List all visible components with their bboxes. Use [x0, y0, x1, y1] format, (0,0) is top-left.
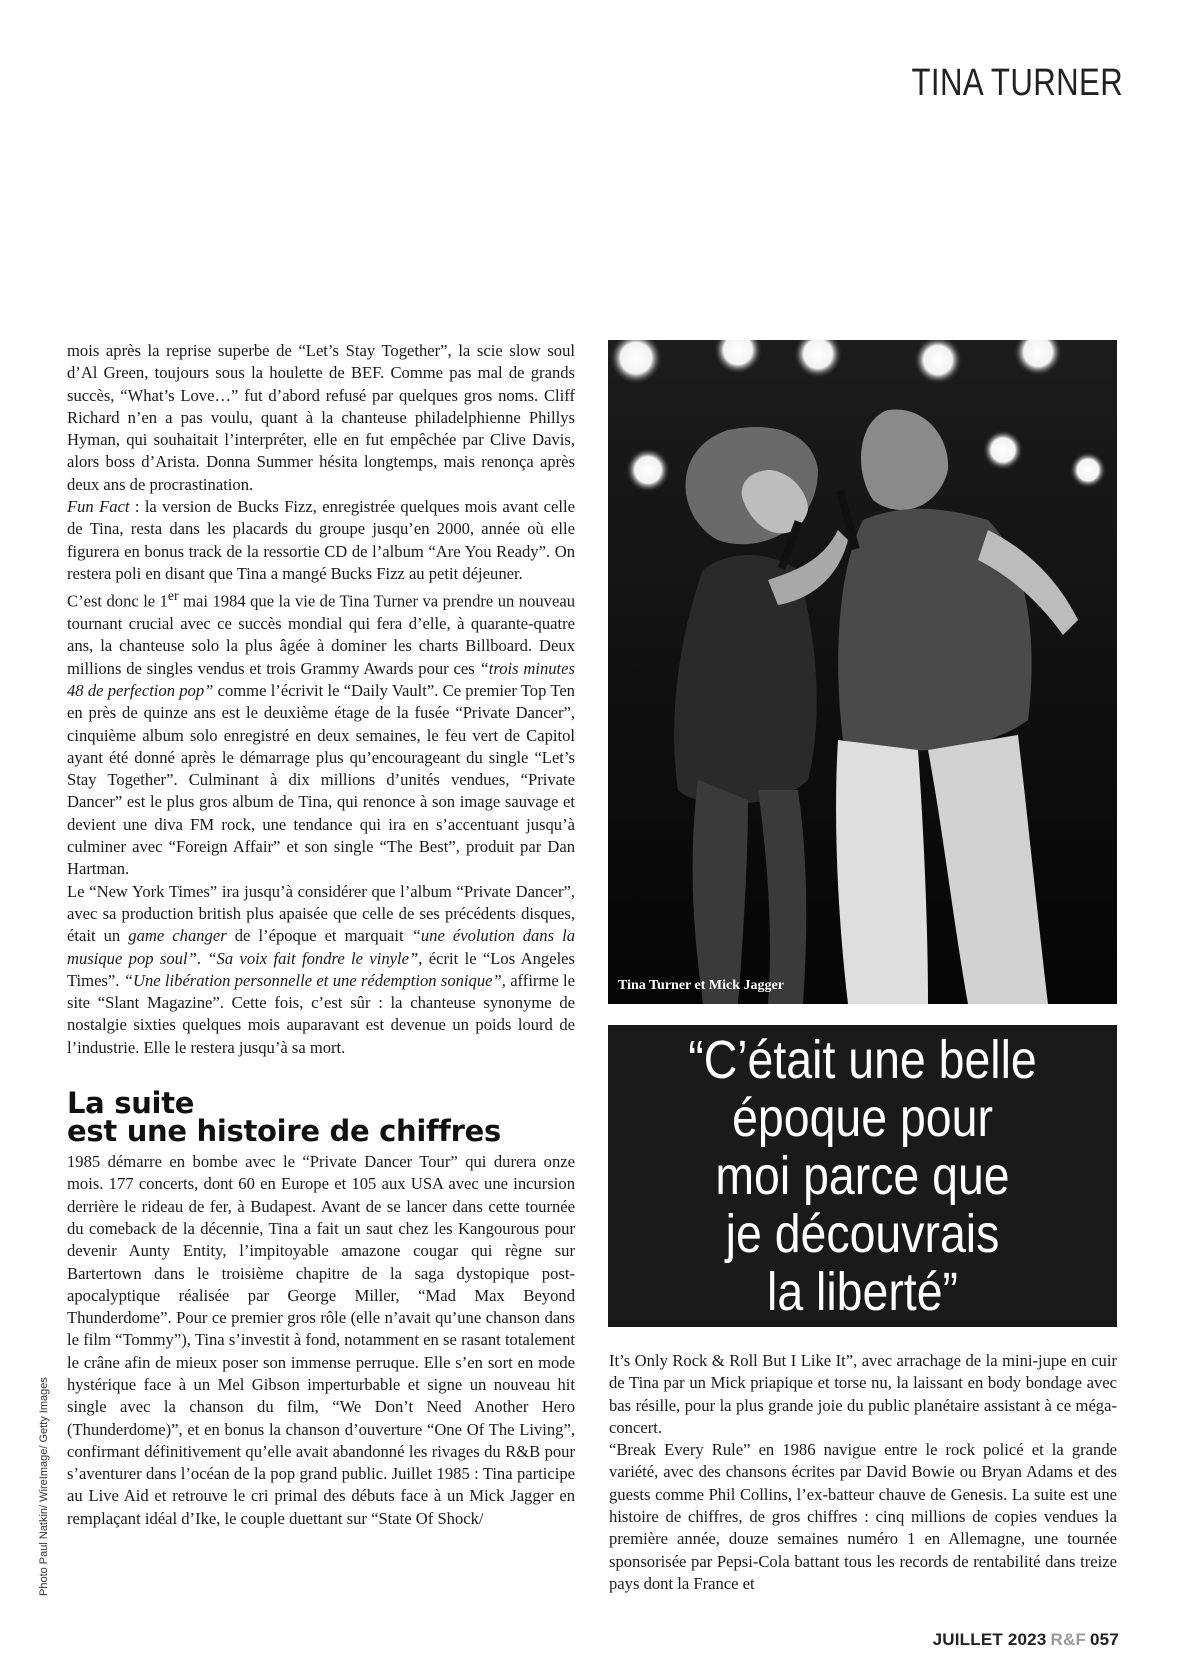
- page-footer: [933, 1630, 1119, 1650]
- issue-date: JUILLET 2023: [932, 1630, 1047, 1649]
- article-left-column: [67, 340, 575, 1530]
- paragraph-3: C’est donc le 1er mai 1984 que la vie de Tina Turner va prendre un nouveau tournant crucial avec ce succès mondial qui fera d’elle, à quarante-quatre ans, la chanteuse solo la plus âgée à dominer les charts Billboard. Deux millions de singles vendus et trois Grammy Awards pour ces “trois minutes 48 de perfection pop” comme l’écrivit le “Daily Vault”. Ce premier Top Ten en près de quinze ans est le deuxième étage de la fusée “Private Dancer”, cinquième album solo enregistré en deux semaines, le feu vert de Capitol ayant été donné après le démarrage plus qu’encourageant du single “Let’s Stay Together”. Culminant à dix millions d’unités vendues, “Private Dancer” est le plus gros album de Tina, qui renonce à son image sauvage et devient une diva FM rock, une tendance qui ira en s’accentuant jusqu’à culminer avec “Foreign Affair” et son single “The Best”, produit par Dan Hartman.: [67, 588, 575, 879]
- paragraph-4: Le “New York Times” ira jusqu’à considérer que l’album “Private Dancer”, avec sa production british plus apaisée que celle de ses précédents disques, était un game changer de l’époque et marquait “une évolution dans la musique pop soul”. “Sa voix fait fondre le vinyle”, écrit le “Los Angeles Times”. “Une libération personnelle et une rédemption sonique”, affirme le site “Slant Magazine”. Cette fois, c’est sûr : la chanteuse synonyme de nostalgie sixties quelques mois auparavant est devenue un poids lourd de l’industrie. Elle le restera jusqu’à sa mort.: [67, 881, 576, 1057]
- photo-caption: Tina Turner et Mick Jagger: [618, 978, 784, 993]
- paragraph-2: Fun Fact : la version de Bucks Fizz, enregistrée quelques mois avant celle de Tina, resta dans les placards du groupe jusqu’en 2000, année où elle figurera en bonus track de la ressortie CD de l’album “Are You Ready”. On restera poli en disant que Tina a mangé Bucks Fizz au petit déjeuner.: [67, 497, 575, 583]
- right-paragraph-1: It’s Only Rock & Roll But I Like It”, avec arrachage de la mini-jupe en cuir de Tina par un Mick priapique et torse nu, la laissant en body bondage avec bas résille, pour la plus grande joie du public planétaire assistant à ce méga-concert.: [609, 1351, 1117, 1437]
- photo-credit: Photo Paul Natkin/ WireImage/ Getty Images: [38, 1377, 50, 1596]
- page-number: 057: [1090, 1630, 1119, 1649]
- concert-photo-illustration: [608, 340, 1117, 1004]
- right-paragraph-2: “Break Every Rule” en 1986 navigue entre le rock policé et la grande variété, avec des chansons écrites par David Bowie ou Bryan Adams et des guests comme Phil Collins, l’ex-batteur chauve de Genesis. La suite est une histoire de chiffres, de gros chiffres : cinq millions de copies vendues la première année, douze semaines numéro 1 en Allemagne, une tournée sponsorisée par Pepsi-Cola battant tous les records de rentabilité dans treize pays dont la France et: [609, 1440, 1117, 1593]
- paragraph-5: 1985 démarre en bombe avec le “Private Dancer Tour” qui durera onze mois. 177 concerts, dont 60 en Europe et 105 aux USA avec une incursion derrière le rideau de fer, à Budapest. Avant de se lancer dans cette tournée du comeback de la décennie, Tina a fait un saut chez les Kangourous pour devenir Aunty Entity, l’impitoyable amazone cougar qui règne sur Bartertown dans le troisième chapitre de la saga dystopique post-apocalyptique réalisée par George Miller, “Mad Max Beyond Thunderdome”. Pour ce premier gros rôle (elle n’avait qu’une chanson dans le film “Tommy”), Tina s’investit à fond, notamment en se rasant totalement le crâne afin de mieux poser son immense perruque. Elle s’en sort en mode hystérique face à un Mel Gibson imperturbable et signe un nouveau hit single avec la chanson du film, “We Don’t Need Another Hero (Thunderdome)”, et en bonus la chanson d’ouverture “One Of The Living”, confirmant définitivement qu’elle avait abandonné les rivages du R&B pour s’aventurer dans l’océan de la pop grand public. Juillet 1985 : Tina participe au Live Aid et retrouve le cri primal des débuts face à un Mick Jagger en remplaçant idéal d’Ike, le couple duettant sur “State Of Shock/: [67, 1152, 575, 1528]
- paragraph-1: mois après la reprise superbe de “Let’s Stay Together”, la scie slow soul d’Al Green, toujours sous la houlette de BEF. Comme pas mal de grands succès, “What’s Love…” fut d’abord refusé par quelques gros noms. Cliff Richard n’en a pas voulu, quant à la chanteuse philadelphienne Phillys Hyman, qui souhaitait l’interpréter, elle en fut empêchée par Clive Davis, alors boss d’Arista. Donna Summer hésita longtemps, mais renonça après deux ans de procrastination.: [67, 341, 575, 494]
- article-right-column: [609, 1350, 1117, 1595]
- fun-fact-label: Fun Fact: [67, 497, 130, 517]
- subheading: La suite est une histoire de chiffres: [67, 1086, 501, 1149]
- pull-quote-text: “C’était une belle époque pour moi parce que je découvrais la liberté”: [688, 1030, 1037, 1322]
- section-title: TINA TURNER: [911, 62, 1123, 104]
- magazine-brand: R&F: [1050, 1630, 1087, 1649]
- pull-quote: [608, 1025, 1117, 1327]
- concert-photo: [608, 340, 1117, 1004]
